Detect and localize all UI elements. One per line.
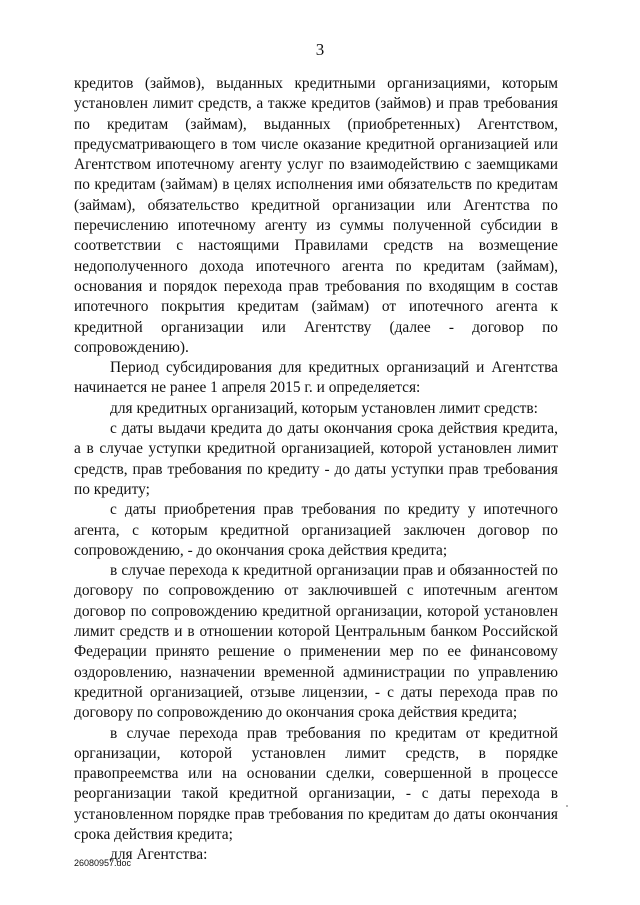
paragraph-continuation: кредитов (займов), выданных кредитными организациями, которым установлен лимит средств, а также кредитов (займов) и прав требования по кредитам (займам), выданных (приобретенных) Агентством, предусматривающего в том числе оказание кредитной организацией или Агентством ипотечному агенту услуг по взаимодействию с заемщиками по кредитам (займам) в целях исполнения ими обязательств по кредитам (займам), обязательство кредитной организации или Агентства по перечислению ипотечному агенту из суммы полученной субсидии в соответствии с настоящими Правилами средств на возмещение недополученного дохода ипотечного агента по кредитам (займам), основания и порядок перехода прав требования по входящим в состав ипотечного покрытия кредитам (займам) от ипотечного агента к кредитной организации или Агентству (далее - договор по сопровождению). — [74, 75, 558, 356]
paragraph-subsidy-period: Период субсидирования для кредитных организаций и Агентства начинается не ранее 1 апреля 2015 г. и определяется: — [74, 359, 558, 397]
paragraph-transfer-rights: в случае перехода к кредитной организации прав и обязанностей по договору по сопровождению от заключившей с ипотечным агентом договор по сопровождению кредитной организации, которой установлен лимит средств и в отношении которой Центральным банком Российской Федерации принято решение о применении мер по ее финансовому оздоровлению, назначении временной администрации по управлению кредитной организацией, отзыве лицензии, - с даты перехода прав по договору по сопровождению до окончания срока действия кредита; — [74, 562, 558, 722]
paragraph-for-agency: для Агентства: — [110, 846, 208, 864]
footer-filename: 26080957.doc — [74, 858, 132, 868]
paragraph-credit-orgs: для кредитных организаций, которым установлен лимит средств: — [110, 399, 538, 417]
paragraph-acquisition-date: с даты приобретения прав требования по кредиту у ипотечного агента, с которым кредитной организацией заключен договор по сопровождению, - до окончания срока действия кредита; — [74, 501, 558, 559]
paragraph-issue-date: с даты выдачи кредита до даты окончания срока действия кредита, а в случае уступки кредитной организацией, которой установлен лимит средств, прав требования по кредиту - до даты уступки прав требования по кредиту; — [74, 420, 558, 498]
scan-artifact — [566, 805, 568, 807]
page-number: 3 — [315, 40, 325, 59]
paragraph-succession: в случае перехода прав требования по кредитам от кредитной организации, которой установлен лимит средств, в порядке правопреемства или на основании сделки, совершенной в процессе реорганизации такой кредитной организации, - с даты перехода в установленном порядке прав требования по кредитам до даты окончания срока действия кредита; — [74, 724, 558, 843]
document-body — [74, 74, 558, 866]
